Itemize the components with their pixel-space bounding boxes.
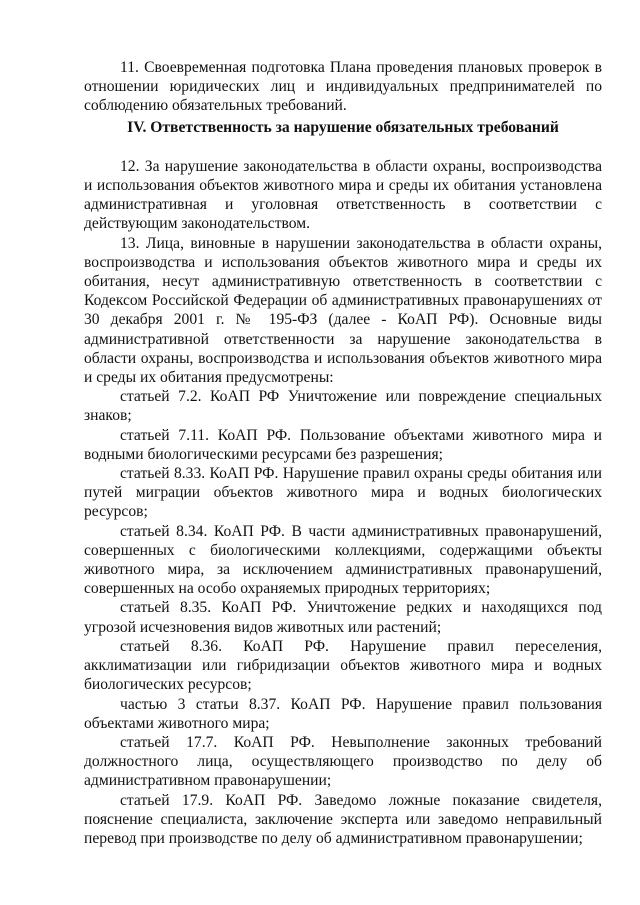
list-item-article-17-9: статьей 17.9. КоАП РФ. Заведомо ложные показание свидетеля, пояснение специалиста, заключение эксперта или заведомо неправильный перевод при производстве по делу об административном правонарушении; <box>84 791 602 847</box>
list-item-article-8-36: статьей 8.36. КоАП РФ. Нарушение правил переселения, акклиматизации или гибридизации объектов животного мира и водных биологических ресурсов; <box>84 637 602 694</box>
list-item-article-7-11: статьей 7.11. КоАП РФ. Пользование объектами животного мира и водными биологическими ресурсами без разрешения; <box>84 426 602 463</box>
list-item-article-8-35: статьей 8.35. КоАП РФ. Уничтожение редких и находящихся под угрозой исчезновения видов животных или растений; <box>84 599 602 636</box>
paragraph-13: 13. Лица, виновные в нарушении законодательства в области охраны, воспроизводства и использования объектов животного мира и среды их обитания, несут административную ответственность в соответствии с Кодексом Российской Федерации об административных правонарушениях от 30 декабря 2001 г. № 195-ФЗ (далее - КоАП РФ). Основные виды административной ответственности за нарушение законодательства в области охраны, воспроизводства и использования объектов животного мира и среды их обитания предусмотрены: <box>84 234 602 387</box>
paragraph-11: 11. Своевременная подготовка Плана проведения плановых проверок в отношении юридических лиц и индивидуальных предпринимателей по соблюдению обязательных требований. <box>84 59 602 115</box>
list-item-article-7-2: статьей 7.2. КоАП РФ Уничтожение или повреждение специальных знаков; <box>84 388 602 425</box>
list-item-article-17-7: статьей 17.7. КоАП РФ. Невыполнение законных требований должностного лица, осуществляющего производство по делу об административном правонарушении; <box>84 733 602 790</box>
list-item-article-8-34: статьей 8.34. КоАП РФ. В части административных правонарушений, совершенных с биологическими коллекциями, содержащими объекты животного мира, за исключением административных правонарушений, совершенных на особо охраняемых природных территориях; <box>84 522 602 598</box>
list-item-article-8-37: частью 3 статьи 8.37. КоАП РФ. Нарушение правил пользования объектами животного мира; <box>84 695 602 732</box>
paragraph-12: 12. За нарушение законодательства в области охраны, воспроизводства и использования объектов животного мира и среды их обитания установлена административная и уголовная ответственность в соответствии с действующим законодательством. <box>84 157 602 233</box>
list-item-article-8-33: статьей 8.33. КоАП РФ. Нарушение правил охраны среды обитания или путей миграции объектов животного мира и водных биологических ресурсов; <box>84 465 602 521</box>
section-heading: IV. Ответственность за нарушение обязательных требований <box>127 118 559 136</box>
